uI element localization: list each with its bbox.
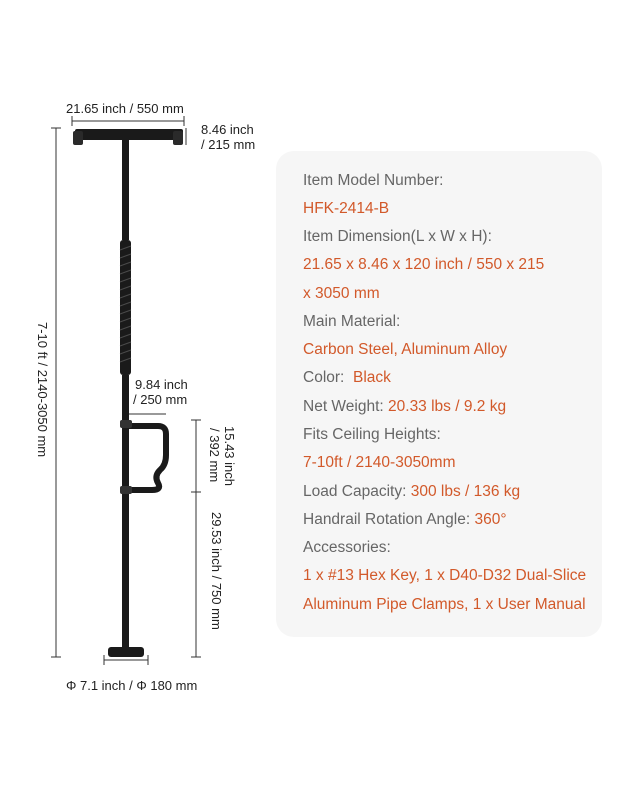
ceiling-value: 7-10ft / 2140-3050mm bbox=[303, 454, 456, 471]
dimension-label: Item Dimension(L x W x H): bbox=[303, 228, 492, 245]
rotation-row: Handrail Rotation Angle: 360° bbox=[303, 511, 507, 528]
color-row: Color: Black bbox=[303, 369, 391, 386]
model-value: HFK-2414-B bbox=[303, 200, 390, 217]
base-diameter-label: Φ 7.1 inch / Φ 180 mm bbox=[66, 678, 198, 693]
handle-width-label-2: / 250 mm bbox=[133, 392, 188, 407]
dimension-value-1: 21.65 x 8.46 x 120 inch / 550 x 215 bbox=[303, 256, 545, 273]
handle-height-label-2: / 392 mm bbox=[207, 428, 222, 483]
material-value: Carbon Steel, Aluminum Alloy bbox=[303, 341, 508, 358]
accessories-value-2: Aluminum Pipe Clamps, 1 x User Manual bbox=[303, 596, 586, 613]
accessories-value-1: 1 x #13 Hex Key, 1 x D40-D32 Dual-Slice bbox=[303, 567, 587, 584]
handle-height-label-1: 15.43 inch bbox=[222, 426, 237, 486]
material-label: Main Material: bbox=[303, 313, 401, 330]
handle-width-label-1: 9.84 inch bbox=[135, 377, 188, 392]
bar-width-label: 21.65 inch / 550 mm bbox=[66, 101, 184, 116]
specifications-card bbox=[276, 151, 602, 637]
ceiling-label: Fits Ceiling Heights: bbox=[303, 426, 441, 443]
load-row: Load Capacity: 300 lbs / 136 kg bbox=[303, 483, 521, 500]
bar-depth-label-1: 8.46 inch bbox=[201, 122, 254, 137]
total-height-label: 7-10 ft / 2140-3050 mm bbox=[35, 322, 50, 458]
model-label: Item Model Number: bbox=[303, 172, 444, 189]
product-dimension-diagram bbox=[0, 0, 280, 787]
bar-depth-label-2: / 215 mm bbox=[201, 137, 256, 152]
accessories-label: Accessories: bbox=[303, 539, 391, 556]
dimension-value-2: x 3050 mm bbox=[303, 285, 380, 302]
weight-row: Net Weight: 20.33 lbs / 9.2 kg bbox=[303, 398, 507, 415]
handle-to-floor-label: 29.53 inch / 750 mm bbox=[209, 512, 224, 630]
